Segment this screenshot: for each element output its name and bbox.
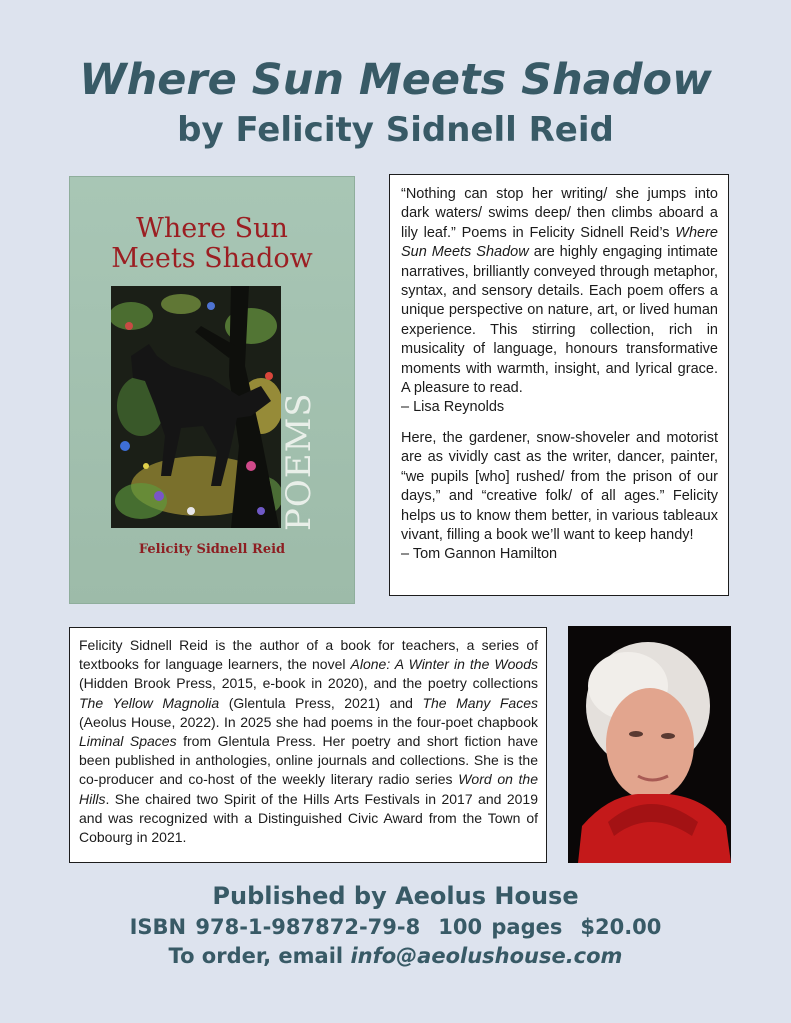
cover-title <box>69 214 355 274</box>
review-quote-1-text-c: are highly engaging intimate narratives, brilliantly conveyed through metaphor, syntax, and sensory details. Each poem offers a unique perspective on nature, art, or lived human experience. This stirring collection, rich in musicality of language, honours transformative moments with warmth, insight, and lyrical grace. A pleasure to read. <box>401 244 718 397</box>
bio-title-1: Alone: A Winter in the Woods <box>350 656 538 673</box>
cover-artwork-fox <box>111 286 281 528</box>
bio-title-2: The Yellow Magnolia <box>79 694 220 711</box>
cover-author: Felicity Sidnell Reid <box>138 542 286 557</box>
review-blurbs <box>389 174 729 596</box>
review-quote-1-book-title: Where Sun Meets Shadow <box>401 224 718 261</box>
bio-part-4: (Aeolus House, 2022). In 2025 she had poems in the four-poet chapbook <box>79 713 538 730</box>
cover-poems-label: POEMS <box>279 392 319 531</box>
isbn-number: ISBN 978-1-987872-79-8 <box>129 915 421 939</box>
bio-part-3: (Glentula Press, 2021) and <box>219 694 423 711</box>
review-attribution-1: – Lisa Reynolds <box>401 399 505 416</box>
bio-title-4: Liminal Spaces <box>79 733 177 750</box>
author-byline: by Felicity Sidnell Reid <box>177 110 614 150</box>
order-prefix: To order, email <box>168 944 351 968</box>
bio-part-5: from Glentula Press. Her poetry and short fiction have been published in anthologies, online journals and collections. She is the co-producer and co-host of the weekly literary radio series <box>79 733 538 788</box>
cover-title-line-1: Where Sun <box>136 213 288 244</box>
review-quote-1-text-a: “Nothing can stop her writing/ she jumps into dark waters/ swims deep/ then climbs aboard a lily leaf.” Poems in Felicity Sidnell Reid’s <box>401 186 718 241</box>
isbn-line <box>0 912 791 942</box>
review-quote-1 <box>401 185 718 398</box>
bio-part-1: Felicity Sidnell Reid is the author of a book for teachers, a series of textbooks for language learners, the novel <box>79 637 538 673</box>
author-bio <box>69 627 547 863</box>
bio-part-6: . She chaired two Spirit of the Hills Arts Festivals in 2017 and 2019 and was recognized with a Distinguished Civic Award from the Town of Cobourg in 2021. <box>79 790 538 846</box>
review-attribution-2: – Tom Gannon Hamilton <box>401 546 558 563</box>
author-portrait <box>568 626 731 863</box>
bio-part-2: (Hidden Brook Press, 2015, e-book in 2020), and the poetry collections <box>79 675 538 692</box>
page-count: 100 pages <box>438 915 563 939</box>
order-email-link[interactable]: info@aeolushouse.com <box>350 944 623 968</box>
order-line <box>0 941 791 971</box>
publisher-line: Published by Aeolus House <box>212 882 579 910</box>
bio-title-5: Word on the Hills <box>79 771 538 807</box>
page-title: Where Sun Meets Shadow <box>79 55 712 105</box>
review-quote-2: Here, the gardener, snow-shoveler and motorist are as vividly cast as the writer, dancer, painter, “we pupils [who] rushed/ from the prison of our days,” and “creative folk/ of all ages.” Felicity helps us to know them better, in various tableaux vivant, filling a book we’ll want to keep handy! <box>401 429 718 543</box>
cover-title-line-2: Meets Shadow <box>111 243 313 274</box>
book-cover <box>69 176 355 604</box>
author-bio-text <box>79 636 538 847</box>
bio-title-3: The Many Faces <box>422 694 538 711</box>
price: $20.00 <box>580 915 662 939</box>
